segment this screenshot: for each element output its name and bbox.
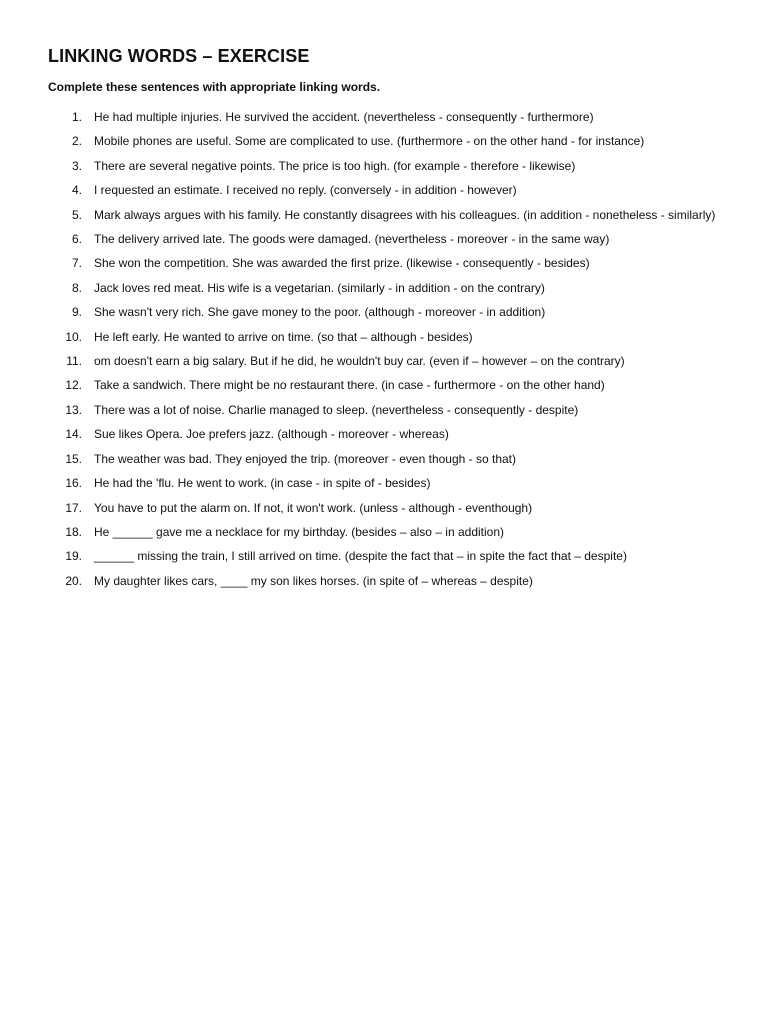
exercise-item	[0, 251, 768, 275]
item-number: 7.	[71, 256, 82, 271]
exercise-item	[0, 471, 768, 495]
exercise-item	[0, 373, 768, 397]
item-number: 13.	[65, 402, 82, 417]
item-number: 20.	[65, 573, 82, 588]
exercise-item	[0, 447, 768, 471]
item-sentence: She won the competition. She was awarded the first prize. (likewise - consequently - besides)	[94, 256, 590, 271]
item-sentence: He ______ gave me a necklace for my birthday. (besides – also – in addition)	[94, 524, 505, 539]
item-number: 6.	[71, 232, 82, 247]
item-number: 18.	[65, 524, 82, 539]
item-sentence: There was a lot of noise. Charlie managed to sleep. (nevertheless - consequently - despite)	[94, 402, 579, 417]
exercise-item	[0, 300, 768, 324]
item-number: 10.	[65, 329, 82, 344]
item-sentence: Mobile phones are useful. Some are complicated to use. (furthermore - on the other hand - for instance)	[94, 134, 645, 149]
item-sentence: My daughter likes cars, ____ my son likes horses. (in spite of – whereas – despite)	[94, 573, 533, 588]
page-title: LINKING WORDS – EXERCISE	[48, 46, 310, 66]
item-sentence: You have to put the alarm on. If not, it won't work. (unless - although - eventhough)	[94, 500, 533, 515]
exercise-list	[0, 105, 768, 593]
item-number: 3.	[71, 158, 82, 173]
exercise-item	[0, 325, 768, 349]
item-sentence: Mark always argues with his family. He constantly disagrees with his colleagues. (in addition - nonetheless - similarly)	[94, 207, 716, 222]
item-number: 5.	[71, 207, 82, 222]
item-sentence: Take a sandwich. There might be no restaurant there. (in case - furthermore - on the other hand)	[94, 378, 605, 393]
exercise-item	[0, 496, 768, 520]
exercise-item	[0, 105, 768, 129]
item-sentence: I requested an estimate. I received no reply. (conversely - in addition - however)	[94, 183, 517, 198]
item-sentence: He had multiple injuries. He survived the accident. (nevertheless - consequently - furthermore)	[94, 110, 594, 124]
item-number: 11.	[66, 354, 82, 369]
item-number: 15.	[65, 451, 82, 466]
item-number: 17.	[65, 500, 82, 515]
item-sentence: Sue likes Opera. Joe prefers jazz. (although - moreover - whereas)	[94, 427, 449, 442]
item-sentence: ______ missing the train, I still arrived on time. (despite the fact that – in spite the fact that – despite)	[94, 549, 627, 564]
item-number: 16.	[65, 476, 82, 491]
item-sentence: Jack loves red meat. His wife is a vegetarian. (similarly - in addition - on the contrary)	[94, 280, 545, 295]
item-sentence: He had the 'flu. He went to work. (in case - in spite of - besides)	[94, 476, 431, 491]
item-sentence: om doesn't earn a big salary. But if he did, he wouldn't buy car. (even if – however – on the contrary)	[94, 354, 625, 369]
exercise-item	[0, 276, 768, 300]
exercise-item	[0, 154, 768, 178]
exercise-item	[0, 569, 768, 593]
item-sentence: The weather was bad. They enjoyed the trip. (moreover - even though - so that)	[94, 451, 517, 466]
item-number: 2.	[71, 134, 82, 149]
exercise-item	[0, 422, 768, 446]
exercise-item	[0, 520, 768, 544]
exercise-item	[0, 178, 768, 202]
item-number: 19.	[65, 549, 82, 564]
exercise-item	[0, 227, 768, 251]
item-number: 12.	[65, 378, 82, 393]
item-number: 1.	[71, 110, 82, 124]
item-number: 8.	[71, 280, 82, 295]
exercise-item	[0, 129, 768, 153]
instruction-text: Complete these sentences with appropriate linking words.	[48, 80, 381, 94]
item-number: 14.	[65, 427, 82, 442]
item-number: 4.	[71, 183, 82, 198]
exercise-item	[0, 349, 768, 373]
item-sentence: He left early. He wanted to arrive on time. (so that – although - besides)	[94, 329, 473, 344]
exercise-item	[0, 398, 768, 422]
item-sentence: She wasn't very rich. She gave money to the poor. (although - moreover - in addition)	[94, 305, 546, 320]
item-sentence: The delivery arrived late. The goods were damaged. (nevertheless - moreover - in the same way)	[94, 232, 610, 247]
item-sentence: There are several negative points. The price is too high. (for example - therefore - likewise)	[94, 158, 576, 173]
exercise-item	[0, 544, 768, 568]
item-number: 9.	[71, 305, 82, 320]
exercise-item	[0, 203, 768, 227]
